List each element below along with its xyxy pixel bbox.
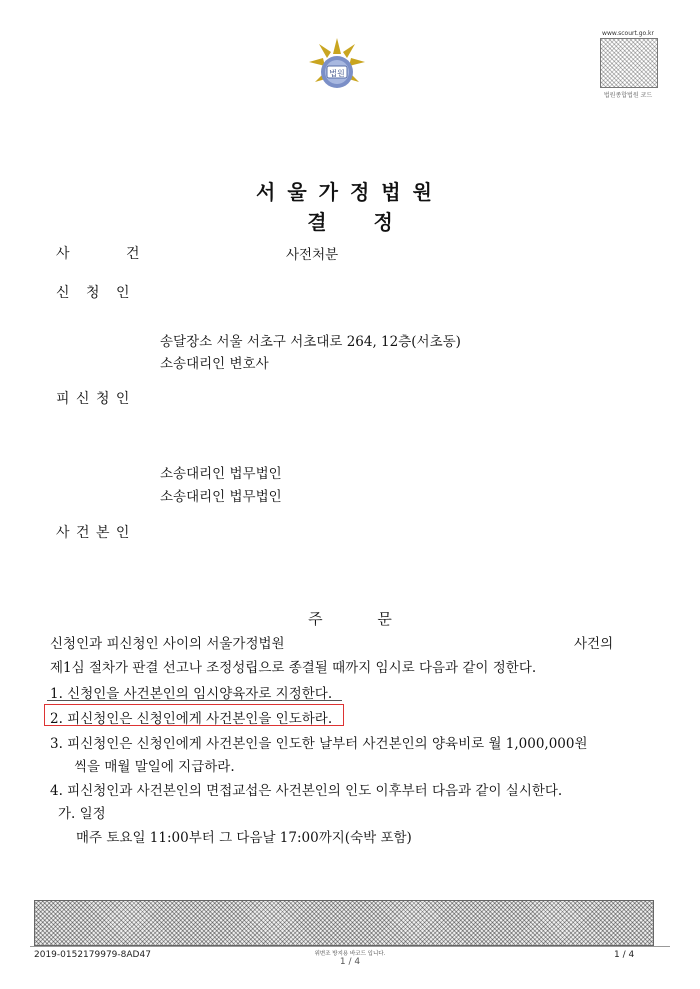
order-item-2: 2. 피신청인은 신청인에게 사건본인을 인도하라. (50, 711, 333, 727)
case-label: 사 건 (56, 246, 140, 262)
respondent-agent-2: 소송대리인 법무법인 (160, 489, 282, 505)
applicant-label: 신 청 인 (56, 285, 130, 301)
order-item-4-sub-a-detail: 매주 토요일 11:00부터 그 다음날 17:00까지(숙박 포함) (76, 830, 412, 846)
order-item-1: 1. 신청인을 사건본인의 임시양육자로 지정한다. (50, 686, 333, 702)
case-value: 사전처분 (286, 247, 339, 263)
orders-intro-right: 사건의 (574, 636, 614, 652)
orders-intro-left: 신청인과 피신청인 사이의 서울가정법원 (50, 636, 285, 652)
qr-url: www.scourt.go.kr (602, 30, 654, 37)
court-name: 서울가정법원 (256, 180, 444, 204)
page-number: 1 / 4 (614, 950, 635, 960)
applicant-agent: 소송대리인 변호사 (160, 356, 269, 372)
court-seal-logo (305, 36, 369, 100)
respondent-label: 피 신 청 인 (56, 391, 130, 407)
principal-label: 사 건 본 인 (56, 525, 130, 541)
order-item-3-line2: 씩을 매월 말일에 지급하라. (74, 759, 235, 775)
order-item-1-underline (47, 700, 342, 701)
order-item-3-line1: 3. 피신청인은 신청인에게 사건본인을 인도한 날부터 사건본인의 양육비로 월 1,000,000원 (50, 736, 588, 752)
document-type: 결 정 (307, 210, 393, 234)
order-item-4-sub-a: 가. 일정 (58, 806, 106, 822)
orders-title: 주 문 (308, 610, 392, 628)
qr-label: 법원종합법원 코드 (603, 92, 653, 99)
order-item-4: 4. 피신청인과 사건본인의 면접교섭은 사건본인의 인도 이후부터 다음과 같이 실시한다. (50, 783, 563, 799)
anti-forgery-barcode (34, 900, 654, 946)
barcode-note: 위변조 방지용 바코드 입니다. (314, 951, 386, 957)
service-address: 송달장소 서울 서초구 서초대로 264, 12층(서초동) (160, 334, 461, 350)
orders-intro-line2: 제1심 절차가 판결 선고나 조정성립으로 종결될 때까지 임시로 다음과 같이 정한다. (50, 660, 537, 676)
verification-qr-code (600, 38, 658, 88)
document-id: 2019-0152179979-8AD47 (34, 950, 151, 960)
respondent-agent-1: 소송대리인 법무법인 (160, 466, 282, 482)
footer-rule (30, 946, 670, 947)
svg-text:법원: 법원 (329, 69, 345, 78)
center-page-number: 1 / 4 (339, 957, 361, 967)
